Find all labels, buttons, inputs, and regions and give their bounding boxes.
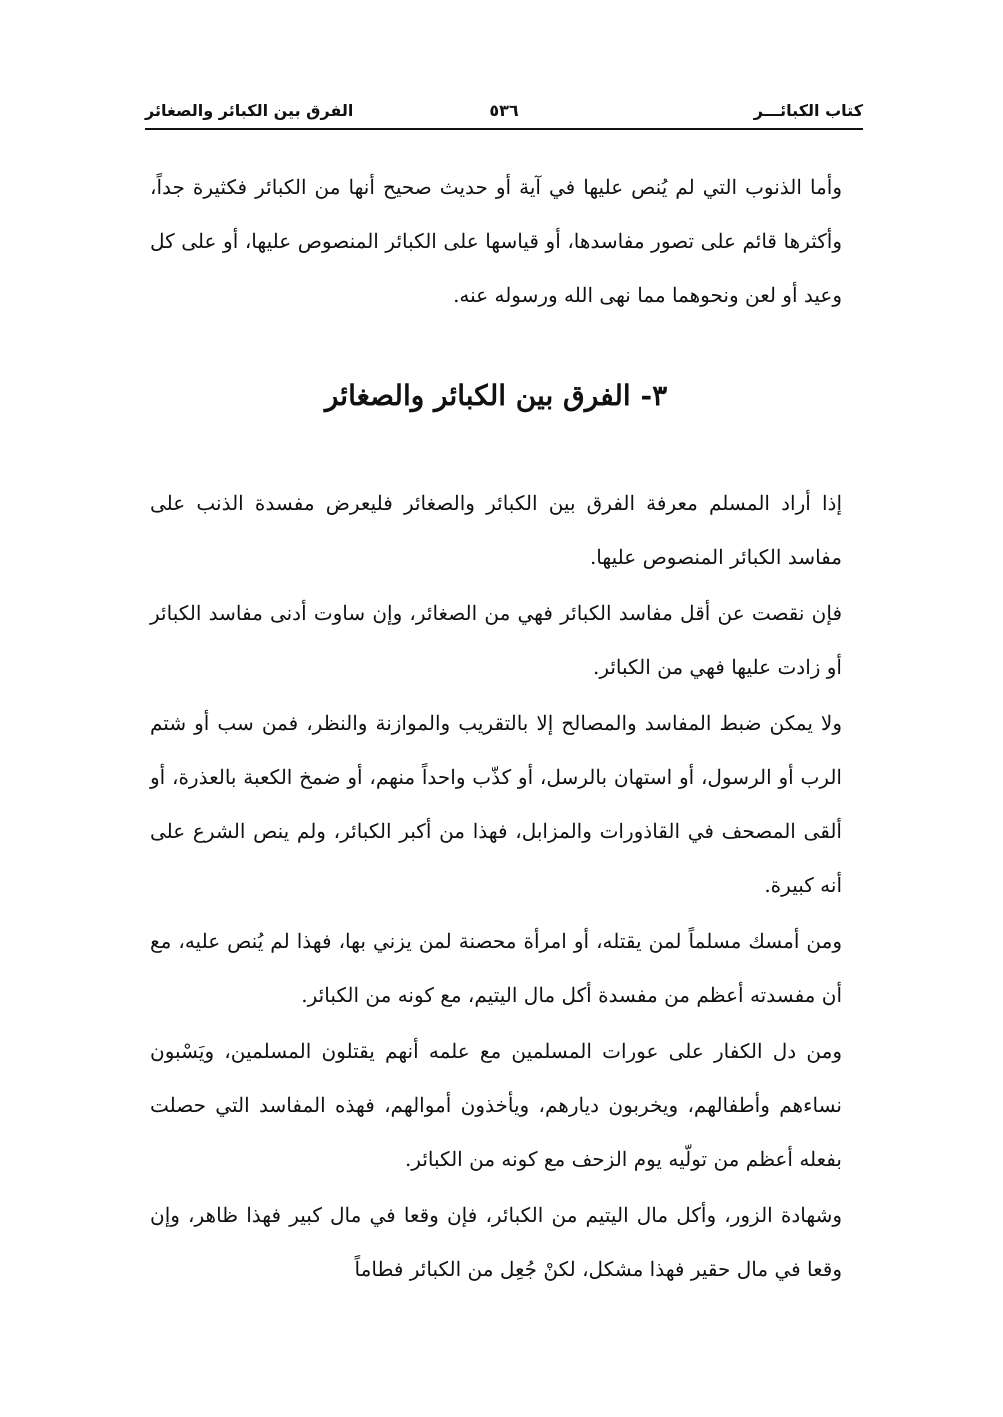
book-title: كتاب الكبائـــر: [753, 101, 863, 120]
body-paragraph: فإن نقصت عن أقل مفاسد الكبائر فهي من الصغائر، وإن ساوت أدنى مفاسد الكبائر أو زادت عليها فهي من الكبائر.: [150, 601, 842, 679]
page-body: [150, 160, 842, 1298]
body-paragraph: إذا أراد المسلم معرفة الفرق بين الكبائر والصغائر فليعرض مفسدة الذنب على مفاسد الكبائر المنصوص عليها.: [150, 491, 842, 569]
body-paragraph: ولا يمكن ضبط المفاسد والمصالح إلا بالتقريب والموازنة والنظر، فمن سب أو شتم الرب أو الرسول، أو استهان بالرسل، أو كذّب واحداً منهم، أو ضمخ الكعبة بالعذرة، أو ألقى المصحف في القاذورات والمزابل، فهذا من أكبر الكبائر، ولم ينص الشرع على أنه كبيرة.: [150, 711, 842, 897]
body-paragraph: ومن أمسك مسلماً لمن يقتله، أو امرأة محصنة لمن يزني بها، فهذا لم يُنص عليه، مع أن مفسدته أعظم من مفسدة أكل مال اليتيم، مع كونه من الكبائر.: [150, 929, 843, 1007]
running-section-title: الفرق بين الكبائر والصغائر: [145, 101, 354, 120]
body-paragraph: وشهادة الزور، وأكل مال اليتيم من الكبائر، فإن وقعا في مال كبير فهذا ظاهر، وإن وقعا في مال حقير فهذا مشكل، لكنْ جُعِل من الكبائر فطاماً: [150, 1203, 842, 1281]
section-heading: ٣- الفرق بين الكبائر والصغائر: [324, 379, 668, 412]
header-divider: [145, 128, 863, 130]
intro-paragraph: وأما الذنوب التي لم يُنص عليها في آية أو حديث صحيح أنها من الكبائر فكثيرة جداً، وأكثرها قائم على تصور مفاسدها، أو قياسها على الكبائر المنصوص عليها، أو على كل وعيد أو لعن ونحوهما مما نهى الله ورسوله عنه.: [150, 175, 842, 307]
page-header: [145, 96, 863, 126]
body-paragraph: ومن دل الكفار على عورات المسلمين مع علمه أنهم يقتلون المسلمين، ويَسْبون نساءهم وأطفالهم، ويخربون ديارهم، ويأخذون أموالهم، فهذه المفاسد التي حصلت بفعله أعظم من تولّيه يوم الزحف مع كونه من الكبائر.: [150, 1039, 843, 1171]
page-number: ٥٣٦: [489, 101, 519, 120]
